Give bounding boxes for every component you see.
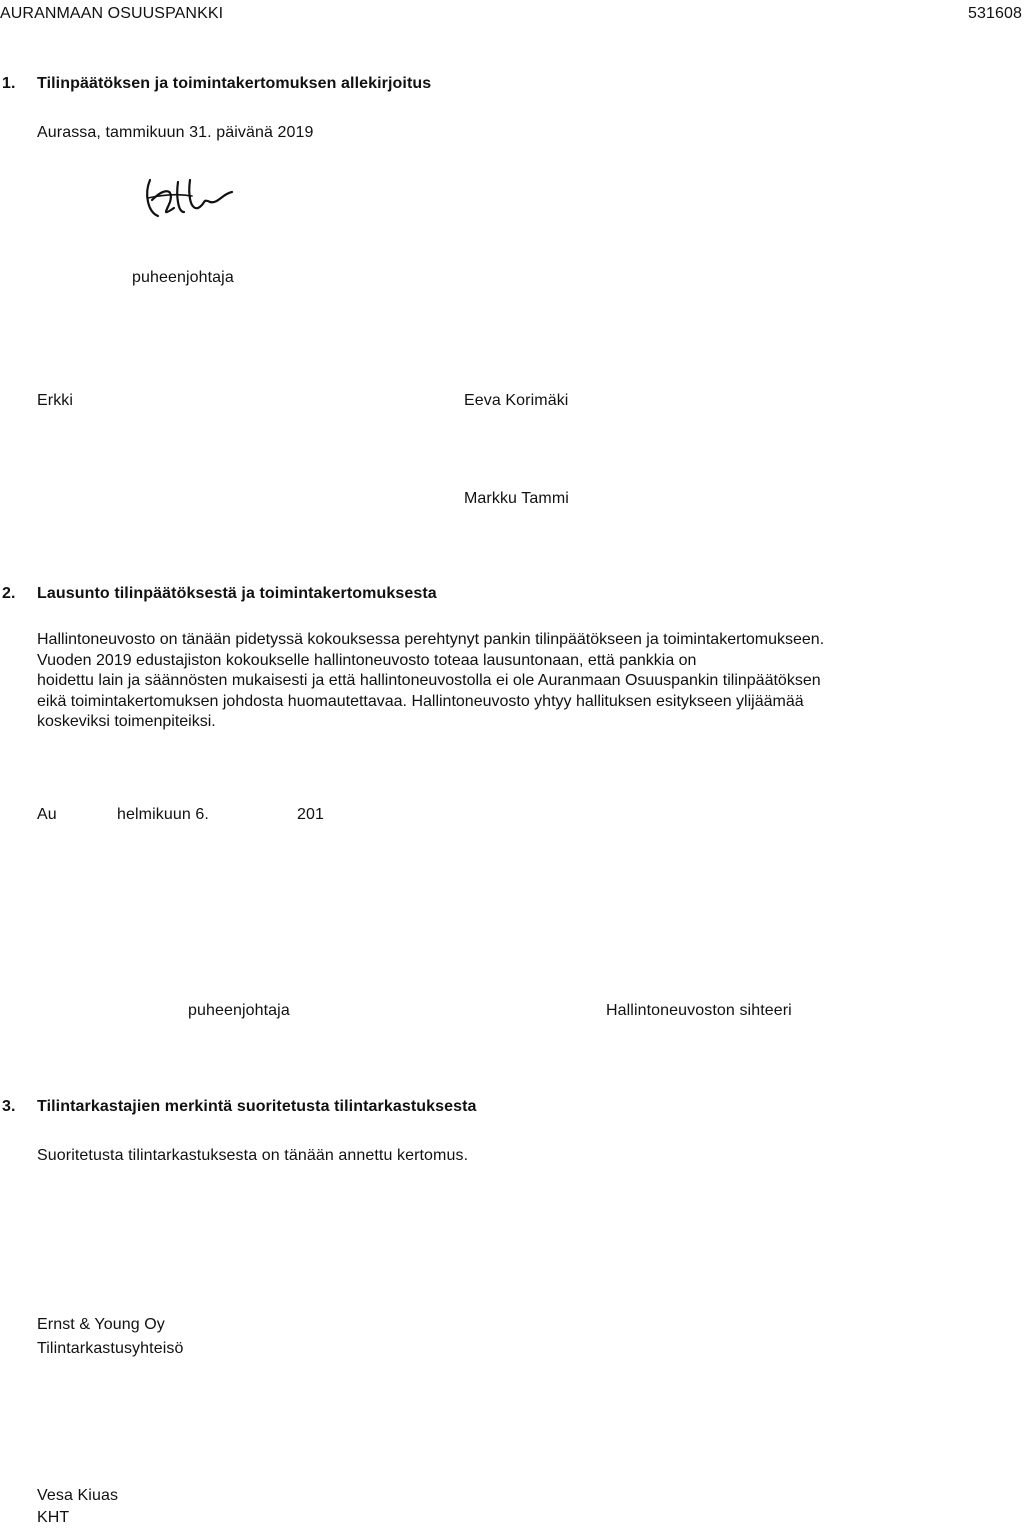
auditor-name: Vesa Kiuas [37,1487,119,1504]
section-2-date-place: Au [37,806,57,823]
section-1-signer-right-2: Markku Tammi [464,490,569,507]
section-2-chair-role: puheenjohtaja [188,1002,290,1019]
section-1-chair-role: puheenjohtaja [132,269,234,286]
paragraph-line: Hallintoneuvosto on tänään pidetyssä kokouksessa perehtynyt pankin tilinpäätökseen ja toimintakertomukseen. [37,631,825,648]
section-2-secretary-role: Hallintoneuvoston sihteeri [606,1002,792,1019]
section-2-number: 2. [2,585,16,602]
paragraph-line: Vuoden 2019 edustajiston kokoukselle hallintoneuvosto toteaa lausuntonaan, että pankkia on [37,651,697,669]
section-1-title: Tilinpäätöksen ja toimintakertomuksen allekirjoitus [37,75,432,92]
paragraph-line: koskeviksi toimenpiteiksi. [37,713,216,730]
chair-signature [140,172,280,242]
section-1-signer-right-1: Eeva Korimäki [464,392,569,409]
section-2-paragraph [37,630,997,733]
section-1-signer-left: Erkki [37,392,74,409]
section-1-place-date: Aurassa, tammikuun 31. päivänä 2019 [37,124,314,141]
audit-firm-name: Ernst & Young Oy [37,1316,165,1333]
auditor-title: KHT [37,1509,70,1526]
paragraph-line: eikä toimintakertomuksen johdosta huomautettavaa. Hallintoneuvosto yhtyy hallituksen esitykseen ylijäämää [37,692,804,710]
section-2-title: Lausunto tilinpäätöksestä ja toimintakertomuksesta [37,585,437,602]
section-1-number: 1. [2,75,16,92]
paragraph-line: hoidettu lain ja säännösten mukaisesti ja että hallintoneuvostolla ei ole Auranmaan Osuuspankin tilinpäätöksen [37,672,821,689]
section-3-title: Tilintarkastajien merkintä suoritetusta tilintarkastuksesta [37,1098,477,1115]
section-2-date-day: helmikuun 6. [117,806,209,823]
document-code: 531608 [968,5,1022,22]
bank-name: AURANMAAN OSUUSPANKKI [0,5,224,22]
section-2-date-year: 201 [297,806,324,823]
section-3-statement: Suoritetusta tilintarkastuksesta on tänään annettu kertomus. [37,1147,469,1164]
section-3-number: 3. [2,1098,16,1115]
audit-firm-type: Tilintarkastusyhteisö [37,1340,184,1357]
